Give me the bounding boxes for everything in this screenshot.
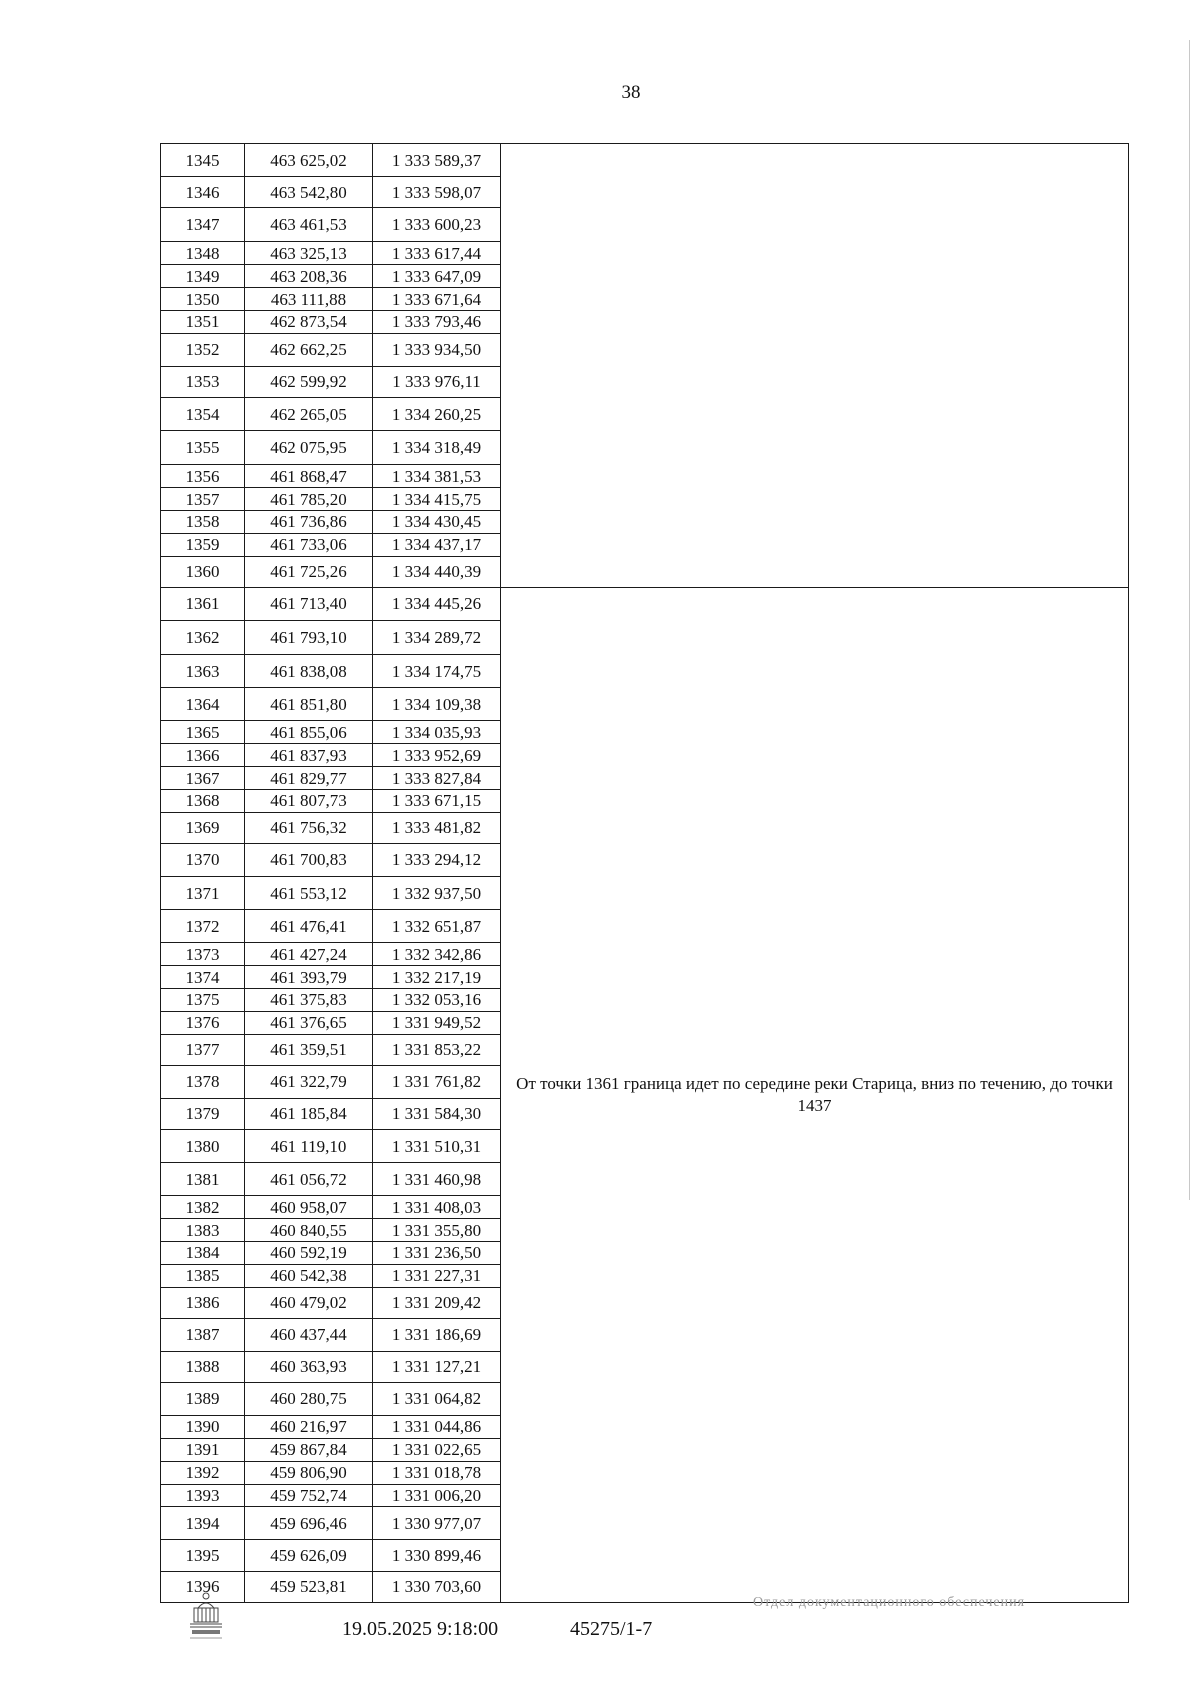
point-number-cell: 1394 bbox=[161, 1507, 245, 1540]
point-number-cell: 1361 bbox=[161, 587, 245, 620]
x-coordinate-cell: 462 873,54 bbox=[245, 310, 373, 333]
point-number-cell: 1371 bbox=[161, 876, 245, 909]
y-coordinate-cell: 1 333 481,82 bbox=[373, 812, 501, 843]
y-coordinate-cell: 1 331 064,82 bbox=[373, 1382, 501, 1415]
x-coordinate-cell: 463 542,80 bbox=[245, 177, 373, 208]
emblem-logo bbox=[184, 1590, 228, 1642]
point-number-cell: 1388 bbox=[161, 1351, 245, 1382]
y-coordinate-cell: 1 334 430,45 bbox=[373, 511, 501, 534]
point-number-cell: 1366 bbox=[161, 744, 245, 767]
x-coordinate-cell: 460 280,75 bbox=[245, 1382, 373, 1415]
y-coordinate-cell: 1 333 598,07 bbox=[373, 177, 501, 208]
x-coordinate-cell: 461 056,72 bbox=[245, 1163, 373, 1196]
point-number-cell: 1376 bbox=[161, 1011, 245, 1034]
y-coordinate-cell: 1 331 127,21 bbox=[373, 1351, 501, 1382]
y-coordinate-cell: 1 330 899,46 bbox=[373, 1540, 501, 1571]
point-number-cell: 1345 bbox=[161, 144, 245, 177]
point-number-cell: 1383 bbox=[161, 1219, 245, 1242]
y-coordinate-cell: 1 331 761,82 bbox=[373, 1065, 501, 1098]
y-coordinate-cell: 1 333 671,15 bbox=[373, 789, 501, 812]
y-coordinate-cell: 1 331 460,98 bbox=[373, 1163, 501, 1196]
scan-edge-mark bbox=[1189, 40, 1190, 1200]
y-coordinate-cell: 1 331 227,31 bbox=[373, 1264, 501, 1287]
x-coordinate-cell: 461 756,32 bbox=[245, 812, 373, 843]
x-coordinate-cell: 463 208,36 bbox=[245, 265, 373, 288]
point-number-cell: 1396 bbox=[161, 1571, 245, 1602]
x-coordinate-cell: 460 542,38 bbox=[245, 1264, 373, 1287]
point-number-cell: 1351 bbox=[161, 310, 245, 333]
point-number-cell: 1364 bbox=[161, 688, 245, 721]
x-coordinate-cell: 461 851,80 bbox=[245, 688, 373, 721]
y-coordinate-cell: 1 333 294,12 bbox=[373, 843, 501, 876]
y-coordinate-cell: 1 333 671,64 bbox=[373, 288, 501, 311]
y-coordinate-cell: 1 331 584,30 bbox=[373, 1098, 501, 1129]
point-number-cell: 1381 bbox=[161, 1163, 245, 1196]
point-number-cell: 1360 bbox=[161, 556, 245, 587]
y-coordinate-cell: 1 332 937,50 bbox=[373, 876, 501, 909]
point-number-cell: 1373 bbox=[161, 943, 245, 966]
x-coordinate-cell: 461 736,86 bbox=[245, 511, 373, 534]
x-coordinate-cell: 462 599,92 bbox=[245, 366, 373, 397]
point-number-cell: 1384 bbox=[161, 1241, 245, 1264]
y-coordinate-cell: 1 331 006,20 bbox=[373, 1484, 501, 1507]
y-coordinate-cell: 1 331 853,22 bbox=[373, 1034, 501, 1065]
y-coordinate-cell: 1 331 044,86 bbox=[373, 1416, 501, 1439]
y-coordinate-cell: 1 334 445,26 bbox=[373, 587, 501, 620]
point-number-cell: 1391 bbox=[161, 1438, 245, 1461]
x-coordinate-cell: 459 696,46 bbox=[245, 1507, 373, 1540]
y-coordinate-cell: 1 332 217,19 bbox=[373, 966, 501, 989]
y-coordinate-cell: 1 331 949,52 bbox=[373, 1011, 501, 1034]
y-coordinate-cell: 1 333 934,50 bbox=[373, 333, 501, 366]
x-coordinate-cell: 461 725,26 bbox=[245, 556, 373, 587]
x-coordinate-cell: 460 363,93 bbox=[245, 1351, 373, 1382]
y-coordinate-cell: 1 333 952,69 bbox=[373, 744, 501, 767]
y-coordinate-cell: 1 331 236,50 bbox=[373, 1241, 501, 1264]
y-coordinate-cell: 1 333 793,46 bbox=[373, 310, 501, 333]
point-number-cell: 1348 bbox=[161, 242, 245, 265]
x-coordinate-cell: 459 752,74 bbox=[245, 1484, 373, 1507]
point-number-cell: 1362 bbox=[161, 620, 245, 654]
x-coordinate-cell: 461 427,24 bbox=[245, 943, 373, 966]
point-number-cell: 1370 bbox=[161, 843, 245, 876]
x-coordinate-cell: 459 806,90 bbox=[245, 1461, 373, 1484]
y-coordinate-cell: 1 333 600,23 bbox=[373, 208, 501, 242]
x-coordinate-cell: 461 837,93 bbox=[245, 744, 373, 767]
point-number-cell: 1357 bbox=[161, 488, 245, 511]
point-number-cell: 1369 bbox=[161, 812, 245, 843]
point-number-cell: 1365 bbox=[161, 721, 245, 744]
y-coordinate-cell: 1 334 381,53 bbox=[373, 465, 501, 488]
x-coordinate-cell: 459 626,09 bbox=[245, 1540, 373, 1571]
x-coordinate-cell: 461 553,12 bbox=[245, 876, 373, 909]
x-coordinate-cell: 460 958,07 bbox=[245, 1196, 373, 1219]
point-number-cell: 1379 bbox=[161, 1098, 245, 1129]
point-number-cell: 1352 bbox=[161, 333, 245, 366]
point-number-cell: 1389 bbox=[161, 1382, 245, 1415]
y-coordinate-cell: 1 334 109,38 bbox=[373, 688, 501, 721]
x-coordinate-cell: 461 375,83 bbox=[245, 988, 373, 1011]
x-coordinate-cell: 462 075,95 bbox=[245, 431, 373, 465]
point-number-cell: 1395 bbox=[161, 1540, 245, 1571]
x-coordinate-cell: 461 829,77 bbox=[245, 767, 373, 790]
y-coordinate-cell: 1 332 342,86 bbox=[373, 943, 501, 966]
y-coordinate-cell: 1 334 415,75 bbox=[373, 488, 501, 511]
point-number-cell: 1358 bbox=[161, 511, 245, 534]
x-coordinate-cell: 459 523,81 bbox=[245, 1571, 373, 1602]
y-coordinate-cell: 1 334 437,17 bbox=[373, 533, 501, 556]
x-coordinate-cell: 461 868,47 bbox=[245, 465, 373, 488]
x-coordinate-cell: 460 479,02 bbox=[245, 1287, 373, 1318]
y-coordinate-cell: 1 332 053,16 bbox=[373, 988, 501, 1011]
table-row bbox=[161, 587, 1129, 620]
x-coordinate-cell: 461 185,84 bbox=[245, 1098, 373, 1129]
point-number-cell: 1377 bbox=[161, 1034, 245, 1065]
point-number-cell: 1385 bbox=[161, 1264, 245, 1287]
point-number-cell: 1372 bbox=[161, 910, 245, 943]
x-coordinate-cell: 463 325,13 bbox=[245, 242, 373, 265]
point-number-cell: 1359 bbox=[161, 533, 245, 556]
x-coordinate-cell: 461 376,65 bbox=[245, 1011, 373, 1034]
point-number-cell: 1354 bbox=[161, 398, 245, 431]
point-number-cell: 1355 bbox=[161, 431, 245, 465]
x-coordinate-cell: 461 855,06 bbox=[245, 721, 373, 744]
point-number-cell: 1375 bbox=[161, 988, 245, 1011]
point-number-cell: 1349 bbox=[161, 265, 245, 288]
x-coordinate-cell: 463 111,88 bbox=[245, 288, 373, 311]
boundary-description: От точки 1361 граница идет по середине реки Старица, вниз по течению, до точки 1437 bbox=[501, 587, 1129, 1602]
point-number-cell: 1392 bbox=[161, 1461, 245, 1484]
x-coordinate-cell: 463 461,53 bbox=[245, 208, 373, 242]
point-number-cell: 1393 bbox=[161, 1484, 245, 1507]
y-coordinate-cell: 1 331 209,42 bbox=[373, 1287, 501, 1318]
point-number-cell: 1356 bbox=[161, 465, 245, 488]
footer-date: 19.05.2025 9:18:00 bbox=[342, 1618, 499, 1640]
point-number-cell: 1374 bbox=[161, 966, 245, 989]
x-coordinate-cell: 460 437,44 bbox=[245, 1318, 373, 1351]
y-coordinate-cell: 1 331 018,78 bbox=[373, 1461, 501, 1484]
department-stamp: Отдел документационного обеспечения bbox=[752, 1595, 1026, 1610]
y-coordinate-cell: 1 334 174,75 bbox=[373, 655, 501, 688]
x-coordinate-cell: 461 322,79 bbox=[245, 1065, 373, 1098]
page-number: 38 bbox=[621, 82, 641, 103]
x-coordinate-cell: 460 840,55 bbox=[245, 1219, 373, 1242]
y-coordinate-cell: 1 331 186,69 bbox=[373, 1318, 501, 1351]
x-coordinate-cell: 460 216,97 bbox=[245, 1416, 373, 1439]
x-coordinate-cell: 461 713,40 bbox=[245, 587, 373, 620]
point-number-cell: 1382 bbox=[161, 1196, 245, 1219]
table-row bbox=[161, 144, 1129, 177]
point-number-cell: 1378 bbox=[161, 1065, 245, 1098]
point-number-cell: 1390 bbox=[161, 1416, 245, 1439]
x-coordinate-cell: 462 662,25 bbox=[245, 333, 373, 366]
y-coordinate-cell: 1 330 703,60 bbox=[373, 1571, 501, 1602]
coordinates-table bbox=[160, 143, 1129, 1603]
point-number-cell: 1380 bbox=[161, 1129, 245, 1162]
x-coordinate-cell: 459 867,84 bbox=[245, 1438, 373, 1461]
footer-doc-number: 45275/1-7 bbox=[570, 1618, 653, 1640]
point-number-cell: 1386 bbox=[161, 1287, 245, 1318]
y-coordinate-cell: 1 333 617,44 bbox=[373, 242, 501, 265]
point-number-cell: 1353 bbox=[161, 366, 245, 397]
x-coordinate-cell: 461 838,08 bbox=[245, 655, 373, 688]
x-coordinate-cell: 461 785,20 bbox=[245, 488, 373, 511]
y-coordinate-cell: 1 331 355,80 bbox=[373, 1219, 501, 1242]
y-coordinate-cell: 1 331 510,31 bbox=[373, 1129, 501, 1162]
y-coordinate-cell: 1 334 260,25 bbox=[373, 398, 501, 431]
point-number-cell: 1387 bbox=[161, 1318, 245, 1351]
y-coordinate-cell: 1 334 440,39 bbox=[373, 556, 501, 587]
description-cell-empty bbox=[501, 144, 1129, 588]
x-coordinate-cell: 461 700,83 bbox=[245, 843, 373, 876]
y-coordinate-cell: 1 331 408,03 bbox=[373, 1196, 501, 1219]
y-coordinate-cell: 1 333 827,84 bbox=[373, 767, 501, 790]
x-coordinate-cell: 460 592,19 bbox=[245, 1241, 373, 1264]
y-coordinate-cell: 1 334 035,93 bbox=[373, 721, 501, 744]
x-coordinate-cell: 461 807,73 bbox=[245, 789, 373, 812]
y-coordinate-cell: 1 333 647,09 bbox=[373, 265, 501, 288]
y-coordinate-cell: 1 330 977,07 bbox=[373, 1507, 501, 1540]
y-coordinate-cell: 1 333 976,11 bbox=[373, 366, 501, 397]
point-number-cell: 1346 bbox=[161, 177, 245, 208]
y-coordinate-cell: 1 334 289,72 bbox=[373, 620, 501, 654]
point-number-cell: 1350 bbox=[161, 288, 245, 311]
point-number-cell: 1367 bbox=[161, 767, 245, 790]
x-coordinate-cell: 461 359,51 bbox=[245, 1034, 373, 1065]
y-coordinate-cell: 1 332 651,87 bbox=[373, 910, 501, 943]
x-coordinate-cell: 463 625,02 bbox=[245, 144, 373, 177]
point-number-cell: 1368 bbox=[161, 789, 245, 812]
x-coordinate-cell: 461 793,10 bbox=[245, 620, 373, 654]
y-coordinate-cell: 1 334 318,49 bbox=[373, 431, 501, 465]
y-coordinate-cell: 1 333 589,37 bbox=[373, 144, 501, 177]
x-coordinate-cell: 462 265,05 bbox=[245, 398, 373, 431]
point-number-cell: 1363 bbox=[161, 655, 245, 688]
x-coordinate-cell: 461 119,10 bbox=[245, 1129, 373, 1162]
point-number-cell: 1347 bbox=[161, 208, 245, 242]
y-coordinate-cell: 1 331 022,65 bbox=[373, 1438, 501, 1461]
x-coordinate-cell: 461 733,06 bbox=[245, 533, 373, 556]
x-coordinate-cell: 461 393,79 bbox=[245, 966, 373, 989]
x-coordinate-cell: 461 476,41 bbox=[245, 910, 373, 943]
